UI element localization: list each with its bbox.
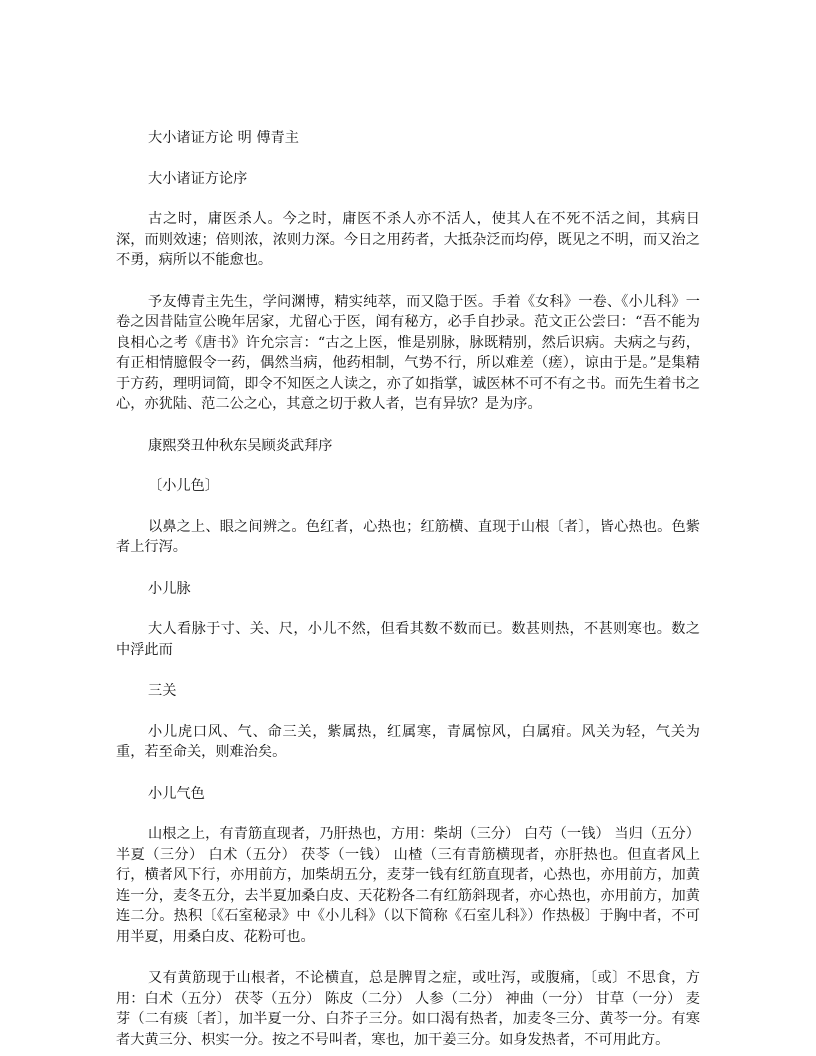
qise-paragraph-1: 山根之上，有青筋直现者，乃肝热也，方用：柴胡（三分） 白芍（一钱） 当归（五分） 半夏（三分） 白术（五分） 茯苓（一钱） 山楂（三有青筋横现者，亦肝热也。但直者风上行，横者风下行，亦用前方，加柴胡五分，麦芽一钱有红筋直现者，心热也，亦用前方，加黄连一分，麦冬五分，去半夏加桑白皮、天花粉各二有红筋斜现者，亦心热也，亦用前方，加黄连二分。热积〔《石室秘录》中《小儿科》（以下简称《石室儿科》）作热极〕于胸中者，不可用半夏，用桑白皮、花粉可也。 [116, 826, 700, 945]
xiaoer-mai-paragraph: 大人看脉于寸、关、尺，小儿不然，但看其数不数而已。数甚则热，不甚则寒也。数之中浮此而 [116, 621, 700, 658]
sanguan-paragraph: 小儿虎口风、气、命三关，紫属热，红属寒，青属惊风，白属疳。风关为轻，气关为重，若至命关，则难治矣。 [116, 723, 700, 760]
document-title: 大小诸证方论 明 傅青主 [148, 130, 299, 146]
preface-signature: 康熙癸丑仲秋东吴顾炎武拜序 [148, 437, 333, 454]
preface-paragraph-1: 古之时，庸医杀人。今之时，庸医不杀人亦不活人，使其人在不死不活之间，其病日深，而则效速；倍则浓，浓则力深。今日之用药者，大抵杂泛而均停，既见之不明，而又治之不勇，病所以不能愈也。 [116, 211, 700, 268]
section-heading-sanguan: 三关 [148, 683, 177, 699]
section-heading-xiaoer-se: 〔小儿色〕 [148, 478, 219, 494]
section-heading-xiaoer-qise: 小儿气色 [148, 785, 205, 802]
qise-paragraph-2: 又有黄筋现于山根者，不论横直，总是脾胃之症，或吐泻，或腹痛，〔或〕不思食，方用：白术（五分） 茯苓（五分） 陈皮（二分） 人参（二分） 神曲（一分） 甘草（一分） 麦芽（二有痰〔者〕，加半夏一分、白芥子三分。如口渴有热者，加麦冬三分、黄芩一分。有寒者大黄三分、枳实一分。按之不号叫者，寒也，加干姜三分。如身发热者，不可用此方。 [116, 970, 700, 1048]
section-heading-xiaoer-mai: 小儿脉 [148, 580, 191, 597]
xiaoer-se-paragraph: 以鼻之上、眼之间辨之。色红者，心热也；红筋横、直现于山根〔者〕，皆心热也。色紫者上行泻。 [116, 518, 700, 555]
document-page [116, 128, 700, 1050]
preface-heading: 大小诸证方论序 [148, 170, 248, 187]
preface-paragraph-2: 予友傅青主先生，学问渊博，精实纯萃，而又隐于医。手着《女科》一卷、《小儿科》一卷之因昔陆宣公晚年居家，尤留心于医，闻有秘方，必手自抄录。范文正公尝曰：“吾不能为良相心之考《唐书》许允宗言：“古之上医，惟是别脉，脉既精别，然后识病。夫病之与药，有正相情臆假令一药，偶然当病，他药相制，气势不行，所以难差（瘥），谅由于是。”是集精于方药，理明词简，即令不知医之人读之，亦了如指掌，诚医林不可不有之书。而先生着书之心，亦犹陆、范二公之心，其意之切于救人者，岂有异欤？是为序。 [116, 293, 700, 412]
